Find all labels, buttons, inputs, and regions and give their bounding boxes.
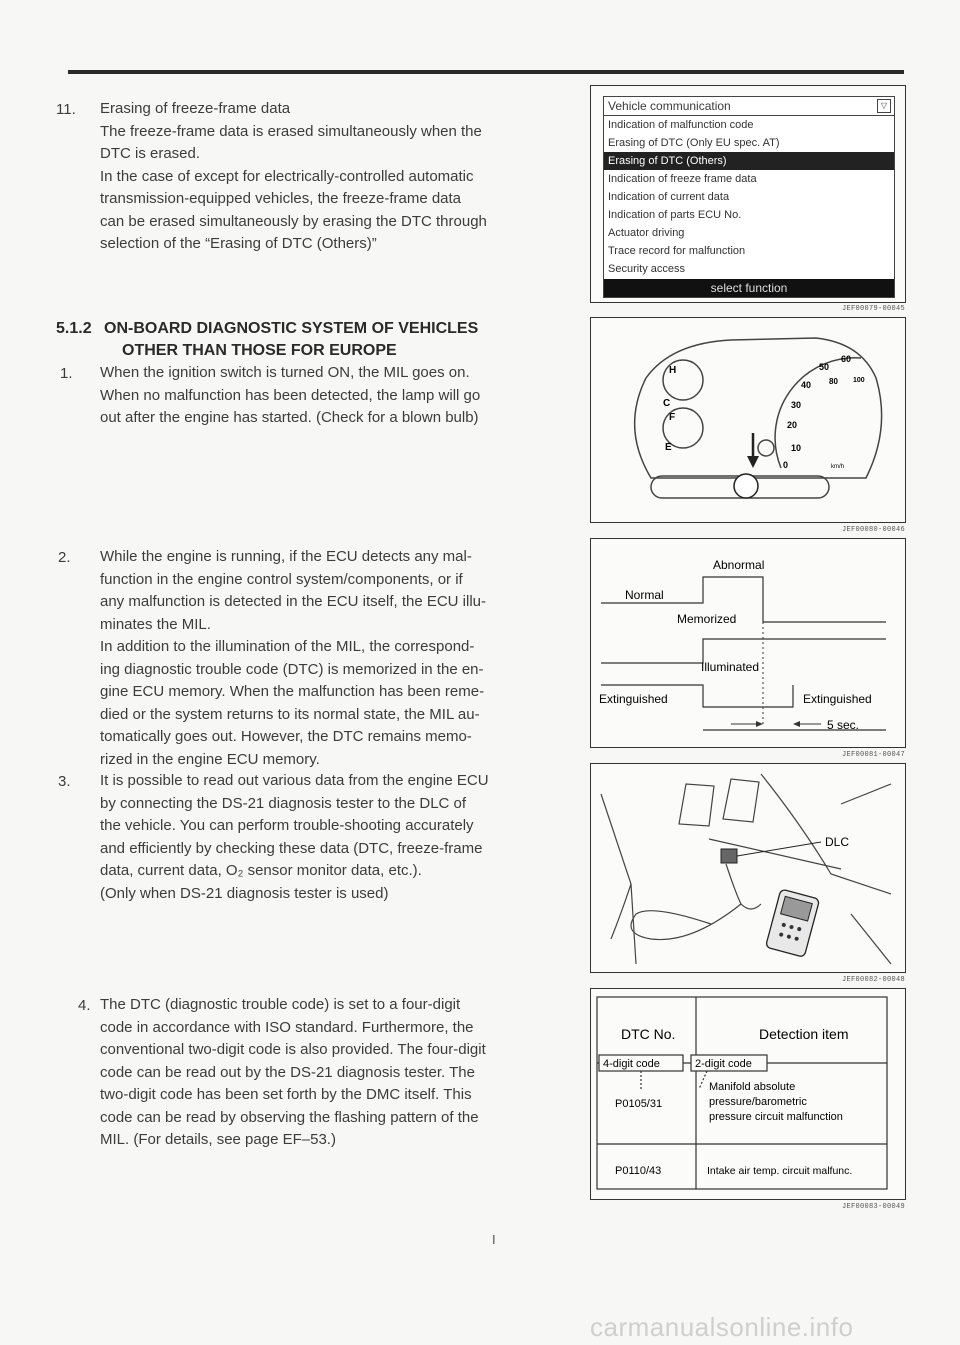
menu-item: Indication of malfunction code bbox=[608, 119, 754, 131]
item-11-text bbox=[100, 98, 570, 256]
detection-item-line: Manifold absolute bbox=[709, 1081, 796, 1093]
text-line: gine ECU memory. When the malfunction has been reme- bbox=[100, 683, 485, 700]
menu-footer: select function bbox=[604, 279, 894, 297]
gauge-mark: E bbox=[665, 442, 672, 453]
text-line: DTC is erased. bbox=[100, 145, 201, 162]
gauge-mark: F bbox=[669, 412, 676, 423]
dtc-code: P0105/31 bbox=[615, 1098, 663, 1110]
text-line: code can be read out by the DS-21 diagnosis tester. The bbox=[100, 1063, 475, 1081]
panel-box bbox=[723, 779, 759, 822]
text-line: any malfunction is detected in the ECU itself, the ECU illu- bbox=[100, 593, 487, 610]
pointer-arrow-head bbox=[747, 456, 759, 468]
menu-item: Security access bbox=[608, 263, 686, 275]
item-3-number: 3. bbox=[58, 773, 71, 790]
text-line: It is possible to read out various data from the engine ECU bbox=[100, 772, 489, 789]
figure-code: JEF00082-00048 bbox=[842, 976, 906, 984]
arrow-head bbox=[793, 721, 800, 727]
dlc-connector bbox=[721, 849, 737, 863]
item-2-text bbox=[100, 546, 570, 771]
dtc-table-drawing bbox=[591, 989, 904, 1198]
figure-code: JEF00081-00047 bbox=[842, 751, 906, 759]
switch-panel bbox=[679, 784, 714, 826]
ds21-tester-icon bbox=[765, 889, 819, 957]
top-rule bbox=[68, 70, 904, 74]
menu-item: Trace record for malfunction bbox=[608, 245, 746, 257]
menu-title-bar bbox=[604, 97, 894, 116]
text-line: In addition to the illumination of the MIL, the correspond- bbox=[100, 638, 475, 655]
detection-item-line: Intake air temp. circuit malfunc. bbox=[707, 1165, 853, 1177]
speed-label: 20 bbox=[787, 420, 798, 430]
door-line bbox=[611, 884, 631, 939]
item-4-number: 4. bbox=[78, 997, 91, 1014]
menu-item: Indication of current data bbox=[608, 191, 730, 203]
section-heading-line1: ON-BOARD DIAGNOSTIC SYSTEM OF VEHICLES bbox=[104, 320, 479, 337]
speed-label: 60 bbox=[841, 354, 852, 364]
speed-label: 80 bbox=[829, 377, 838, 386]
text-line: and efficiently by checking these data (DTC, freeze-frame bbox=[100, 839, 483, 857]
item-4-text bbox=[100, 994, 570, 1152]
label-extinguished-left: Extinguished bbox=[599, 692, 668, 706]
mil-lamp-icon bbox=[734, 474, 758, 498]
cable-loop bbox=[631, 904, 741, 940]
speed-label: 10 bbox=[791, 443, 802, 453]
mil-timing-chart bbox=[591, 539, 904, 746]
label-normal: Normal bbox=[625, 588, 664, 602]
dropdown-arrow-icon: ▽ bbox=[877, 99, 891, 113]
detection-item-line: pressure/barometric bbox=[709, 1096, 807, 1108]
text-line: MIL. (For details, see page EF–53.) bbox=[100, 1131, 336, 1148]
cable-line bbox=[726, 864, 761, 909]
text-line: minates the MIL. bbox=[100, 615, 211, 633]
menu-title: Vehicle communication bbox=[608, 99, 731, 113]
gauge-mark: H bbox=[669, 365, 677, 376]
watermark: carmanualsonline.info bbox=[590, 1312, 854, 1342]
door-edge-line bbox=[601, 794, 636, 964]
text-line: the vehicle. You can perform trouble-shooting accurately bbox=[100, 817, 474, 834]
page-marker: I bbox=[492, 1232, 496, 1247]
dtc-table-figure bbox=[590, 988, 906, 1200]
header-detection-item: Detection item bbox=[759, 1026, 849, 1042]
item-2-number: 2. bbox=[58, 549, 71, 566]
menu-item: Erasing of DTC (Only EU spec. AT) bbox=[608, 137, 780, 149]
text-line: While the engine is running, if the ECU detects any mal- bbox=[100, 548, 472, 565]
menu-item: Actuator driving bbox=[608, 227, 685, 239]
text-line: data, current data, O₂ sensor monitor data, etc.). bbox=[100, 862, 422, 879]
menu-item-selected: Erasing of DTC (Others) bbox=[604, 152, 894, 170]
speed-label: 40 bbox=[801, 380, 812, 390]
text-line: selection of the “Erasing of DTC (Others)” bbox=[100, 235, 377, 252]
text-line: rized in the engine ECU memory. bbox=[100, 750, 320, 768]
tester-screen bbox=[603, 96, 895, 298]
speed-label: 0 bbox=[783, 460, 789, 470]
text-line: died or the system returns to its normal state, the MIL au- bbox=[100, 705, 480, 723]
section-heading-line2: OTHER THAN THOSE FOR EUROPE bbox=[122, 342, 397, 359]
menu-item: Indication of parts ECU No. bbox=[608, 209, 742, 221]
text-line: When no malfunction has been detected, the lamp will go bbox=[100, 386, 481, 404]
tester-menu-figure bbox=[590, 85, 906, 303]
label-four-digit: 4-digit code bbox=[603, 1058, 660, 1070]
speedometer-arc bbox=[775, 358, 861, 468]
text-line: code in accordance with ISO standard. Furthermore, the bbox=[100, 1018, 474, 1036]
reset-knob bbox=[758, 440, 774, 456]
label-abnormal: Abnormal bbox=[713, 558, 765, 572]
label-two-digit: 2-digit code bbox=[695, 1058, 752, 1070]
instrument-cluster-figure bbox=[590, 317, 906, 523]
figure-code: JEF00080-00046 bbox=[842, 526, 906, 534]
text-line: two-digit code has been set forth by the DMC itself. This bbox=[100, 1086, 472, 1103]
label-extinguished-right: Extinguished bbox=[803, 692, 872, 706]
item-11-number: 11. bbox=[56, 101, 76, 118]
text-line: ing diagnostic trouble code (DTC) is memorized in the en- bbox=[100, 660, 484, 678]
text-line: out after the engine has started. (Check for a blown bulb) bbox=[100, 409, 479, 426]
item-3-text bbox=[100, 770, 570, 905]
text-line: tomatically goes out. However, the DTC remains memo- bbox=[100, 728, 472, 745]
dlc-leader-line bbox=[737, 842, 821, 856]
text-line: When the ignition switch is turned ON, the MIL goes on. bbox=[100, 364, 470, 381]
text-line: The DTC (diagnostic trouble code) is set to a four-digit bbox=[100, 996, 461, 1013]
label-delay: 5 sec. bbox=[827, 718, 860, 732]
label-dlc: DLC bbox=[825, 835, 850, 849]
dlc-location-drawing bbox=[591, 764, 904, 971]
item-1-number: 1. bbox=[60, 365, 73, 382]
header-dtc-no: DTC No. bbox=[621, 1026, 676, 1042]
instrument-cluster-drawing bbox=[591, 318, 904, 521]
text-line: The freeze-frame data is erased simultaneously when the bbox=[100, 122, 482, 140]
text-line: by connecting the DS-21 diagnosis tester to the DLC of bbox=[100, 794, 467, 812]
text-line: conventional two-digit code is also provided. The four-digit bbox=[100, 1041, 486, 1058]
speed-unit: km/h bbox=[831, 464, 845, 470]
leader-line bbox=[699, 1071, 707, 1089]
label-memorized: Memorized bbox=[677, 612, 737, 626]
speed-label: 50 bbox=[819, 362, 830, 372]
arrow-head bbox=[756, 721, 763, 727]
dtc-code: P0110/43 bbox=[615, 1165, 662, 1177]
section-number: 5.1.2 bbox=[56, 320, 92, 337]
figure-code: JEF00083-00049 bbox=[842, 1203, 906, 1211]
text-line: code can be read by observing the flashing pattern of the bbox=[100, 1108, 479, 1126]
pillar-line bbox=[841, 784, 891, 804]
speed-label: 100 bbox=[853, 377, 865, 384]
text-line: transmission-equipped vehicles, the freeze-frame data bbox=[100, 190, 462, 207]
text-line: (Only when DS-21 diagnosis tester is used) bbox=[100, 884, 389, 902]
text-line: function in the engine control system/components, or if bbox=[100, 570, 463, 588]
floor-line bbox=[851, 914, 891, 964]
menu-item: Indication of freeze frame data bbox=[608, 173, 757, 185]
dlc-location-figure bbox=[590, 763, 906, 973]
speed-label: 30 bbox=[791, 400, 802, 410]
gauge-mark: C bbox=[663, 398, 671, 409]
mil-timing-figure bbox=[590, 538, 906, 748]
item-1-text bbox=[100, 362, 570, 430]
figure-code: JEF00079-00045 bbox=[842, 305, 906, 313]
label-illuminated: Illuminated bbox=[701, 660, 760, 674]
detection-item-line: pressure circuit malfunction bbox=[709, 1111, 843, 1123]
text-line: In the case of except for electrically-controlled automatic bbox=[100, 167, 474, 185]
text-line: can be erased simultaneously by erasing the DTC through bbox=[100, 212, 487, 230]
text-line: Erasing of freeze-frame data bbox=[100, 100, 291, 117]
